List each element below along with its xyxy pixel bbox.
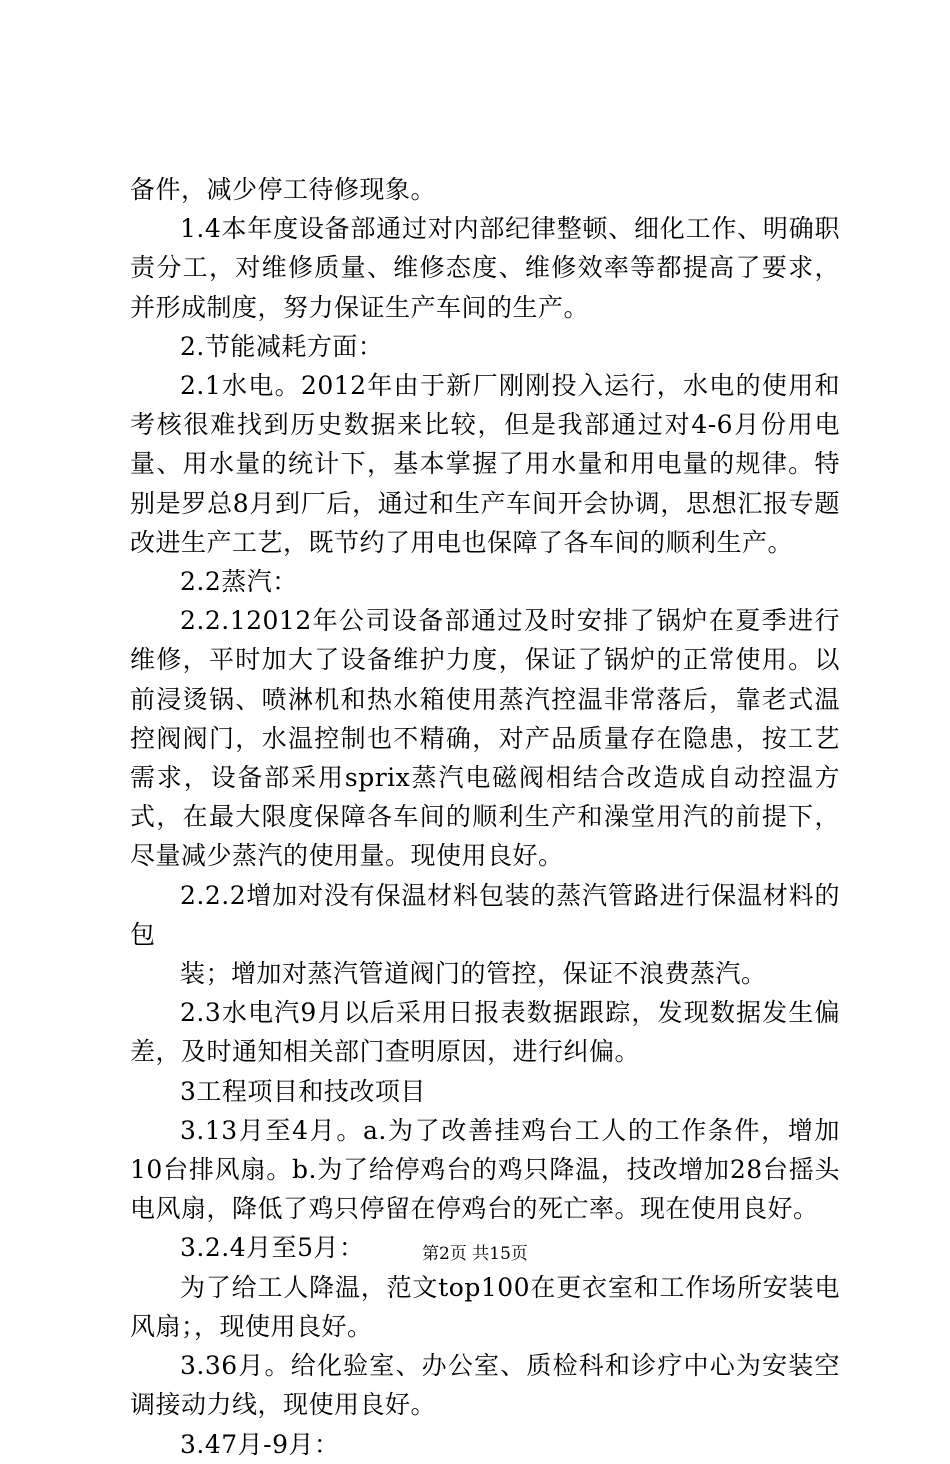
paragraph: 为了给工人降温，范文top100在更衣室和工作场所安装电风扇；，现使用良好。 bbox=[130, 1272, 840, 1341]
paragraph: 3工程项目和技改项目 bbox=[180, 1076, 426, 1106]
page-number-footer: 第2页 共15页 bbox=[422, 1244, 528, 1264]
paragraph: 备件，减少停工待修现象。 bbox=[130, 175, 437, 204]
paragraph: 2.节能减耗方面： bbox=[180, 331, 384, 361]
paragraph: 3.47月-9月： bbox=[180, 1429, 340, 1459]
paragraph: 3.36月。给化验室、办公室、质检科和诊疗中心为安装空调接动力线，现使用良好。 bbox=[130, 1351, 840, 1420]
paragraph: 2.2.2增加对没有保温材料包装的蒸汽管路进行保温材料的包 bbox=[130, 880, 840, 949]
paragraph: 2.1水电。2012年由于新厂刚刚投入运行，水电的使用和考核很难找到历史数据来比较，但是我部通过对4-6月份用电量、用水量的统计下，基本掌握了用水量和用电量的规律。特别是罗总8月到厂后，通过和生产车间开会协调，思想汇报专题改进生产工艺，既节约了用电也保障了各车间的顺利生产。 bbox=[130, 371, 840, 557]
paragraph: 3.13月至4月。a.为了改善挂鸡台工人的工作条件，增加10台排风扇。b.为了给停鸡台的鸡只降温，技改增加28台摇头电风扇，降低了鸡只停留在停鸡台的死亡率。现在使用良好。 bbox=[130, 1115, 840, 1224]
paragraph: 3.2.4月至5月： bbox=[180, 1233, 365, 1263]
paragraph: 2.2蒸汽： bbox=[180, 567, 298, 597]
paragraph: 装；增加对蒸汽管道阀门的管控，保证不浪费蒸汽。 bbox=[180, 959, 767, 989]
paragraph: 1.4本年度设备部通过对内部纪律整顿、细化工作、明确职责分工，对维修质量、维修态度、维修效率等都提高了要求，并形成制度，努力保证生产车间的生产。 bbox=[130, 214, 840, 322]
document-body bbox=[130, 170, 840, 1464]
paragraph: 2.3水电汽9月以后采用日报表数据跟踪，发现数据发生偏差，及时通知相关部门查明原因，进行纠偏。 bbox=[130, 998, 840, 1067]
paragraph: 2.2.12012年公司设备部通过及时安排了锅炉在夏季进行维修，平时加大了设备维护力度，保证了锅炉的正常使用。以前浸烫锅、喷淋机和热水箱使用蒸汽控温非常落后，靠老式温控阀阀门，水温控制也不精确，对产品质量存在隐患，按工艺需求，设备部采用sprix蒸汽电磁阀相结合改造成自动控温方式，在最大限度保障各车间的顺利生产和澡堂用汽的前提下，尽量减少蒸汽的使用量。现使用良好。 bbox=[130, 606, 840, 871]
